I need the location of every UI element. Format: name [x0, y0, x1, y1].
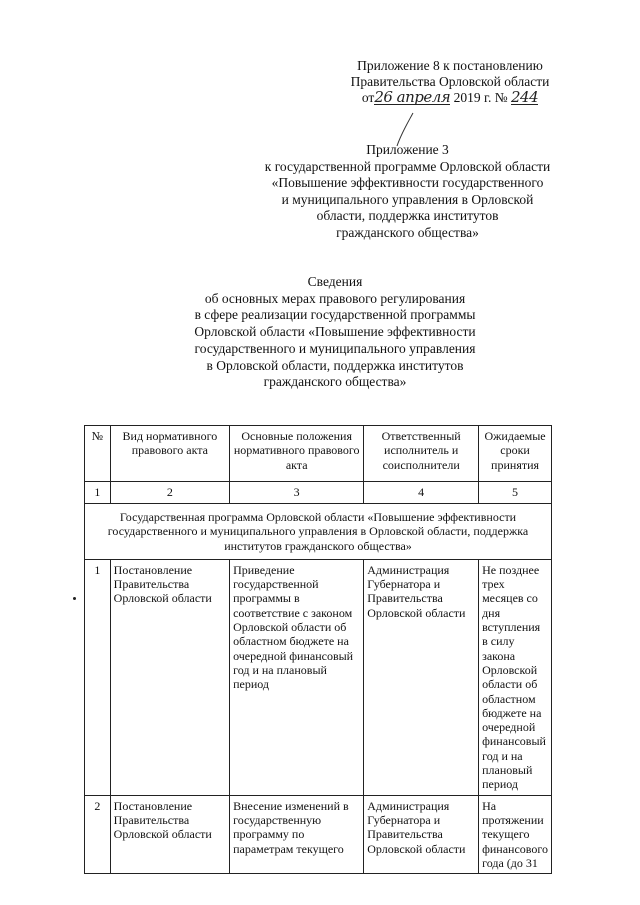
provisions-cell: Приведение государственной программы в соответствие с законом Орловской области об областном бюджете на очередной финансовый год и на плановый период [230, 559, 364, 795]
deadline-cell: На протяжении текущего финансового года (до 31 [479, 795, 552, 873]
row-number: 1 [85, 559, 111, 795]
header-cell-deadline: Ожидаемые сроки принятия [479, 426, 552, 482]
deadline-cell: Не позднее трех месяцев со дня вступления в силу закона Орловской области об областном бюджете на очередной финансовый год и на плановый период [479, 559, 552, 795]
row-number: 2 [85, 795, 111, 873]
header-cell-executor: Ответственный исполнитель и соисполнители [364, 426, 479, 482]
annex3-header [240, 142, 575, 242]
annex8-header [330, 58, 570, 106]
measures-table [84, 425, 552, 874]
column-number: 4 [364, 482, 479, 504]
column-number-row [85, 482, 552, 504]
annex3-line: «Повышение эффективности государственного [271, 175, 544, 191]
executor-cell: Администрация Губернатора и Правительства Орловской области [364, 559, 479, 795]
act-type-cell: Постановление Правительства Орловской области [110, 795, 229, 873]
annex3-line: области, поддержка институтов [316, 208, 499, 224]
annex8-line2: Правительства Орловской области [350, 74, 550, 89]
annex8-date-line [330, 90, 570, 106]
title-line: Сведения [307, 274, 363, 289]
annex3-line: к государственной программе Орловской области [264, 158, 551, 174]
annex3-line: Приложение 3 [366, 142, 449, 157]
program-row [85, 504, 552, 560]
table-header-row [85, 426, 552, 482]
column-number: 5 [479, 482, 552, 504]
handwritten-date: 26 апреля [374, 88, 451, 106]
annex3-line: гражданского общества» [336, 224, 479, 240]
header-cell-type: Вид нормативного правового акта [110, 426, 229, 482]
handwritten-number: 244 [511, 88, 539, 106]
title-line: государственного и муниципального управления [194, 340, 476, 356]
provisions-cell: Внесение изменений в государственную программу по параметрам текущего [230, 795, 364, 873]
title-line: об основных мерах правового регулирования [204, 290, 466, 306]
annex8-line1: Приложение 8 к постановлению [357, 58, 543, 73]
act-type-cell: Постановление Правительства Орловской области [110, 559, 229, 795]
header-cell-provisions: Основные положения нормативного правового акта [230, 426, 364, 482]
column-number: 2 [110, 482, 229, 504]
executor-cell: Администрация Губернатора и Правительства Орловской области [364, 795, 479, 873]
column-number: 3 [230, 482, 364, 504]
year-text: 2019 г. № [453, 90, 508, 105]
header-cell-number: № [85, 426, 111, 482]
title-line: в сфере реализации государственной программы [194, 307, 476, 323]
from-prefix: от [361, 90, 375, 105]
table-row [85, 559, 552, 795]
title-line: гражданского общества» [263, 374, 407, 390]
program-cell: Государственная программа Орловской области «Повышение эффективности государственного и муниципального управления в Орловской области, поддержка институтов гражданского общества» [85, 504, 552, 560]
annex3-line: и муниципального управления в Орловской [281, 191, 534, 207]
table-row [85, 795, 552, 873]
title-line: в Орловской области, поддержка институтов [206, 357, 464, 373]
document-title [160, 274, 510, 391]
column-number: 1 [85, 482, 111, 504]
scan-speck [73, 597, 76, 600]
title-line: Орловской области «Повышение эффективности [194, 324, 476, 340]
